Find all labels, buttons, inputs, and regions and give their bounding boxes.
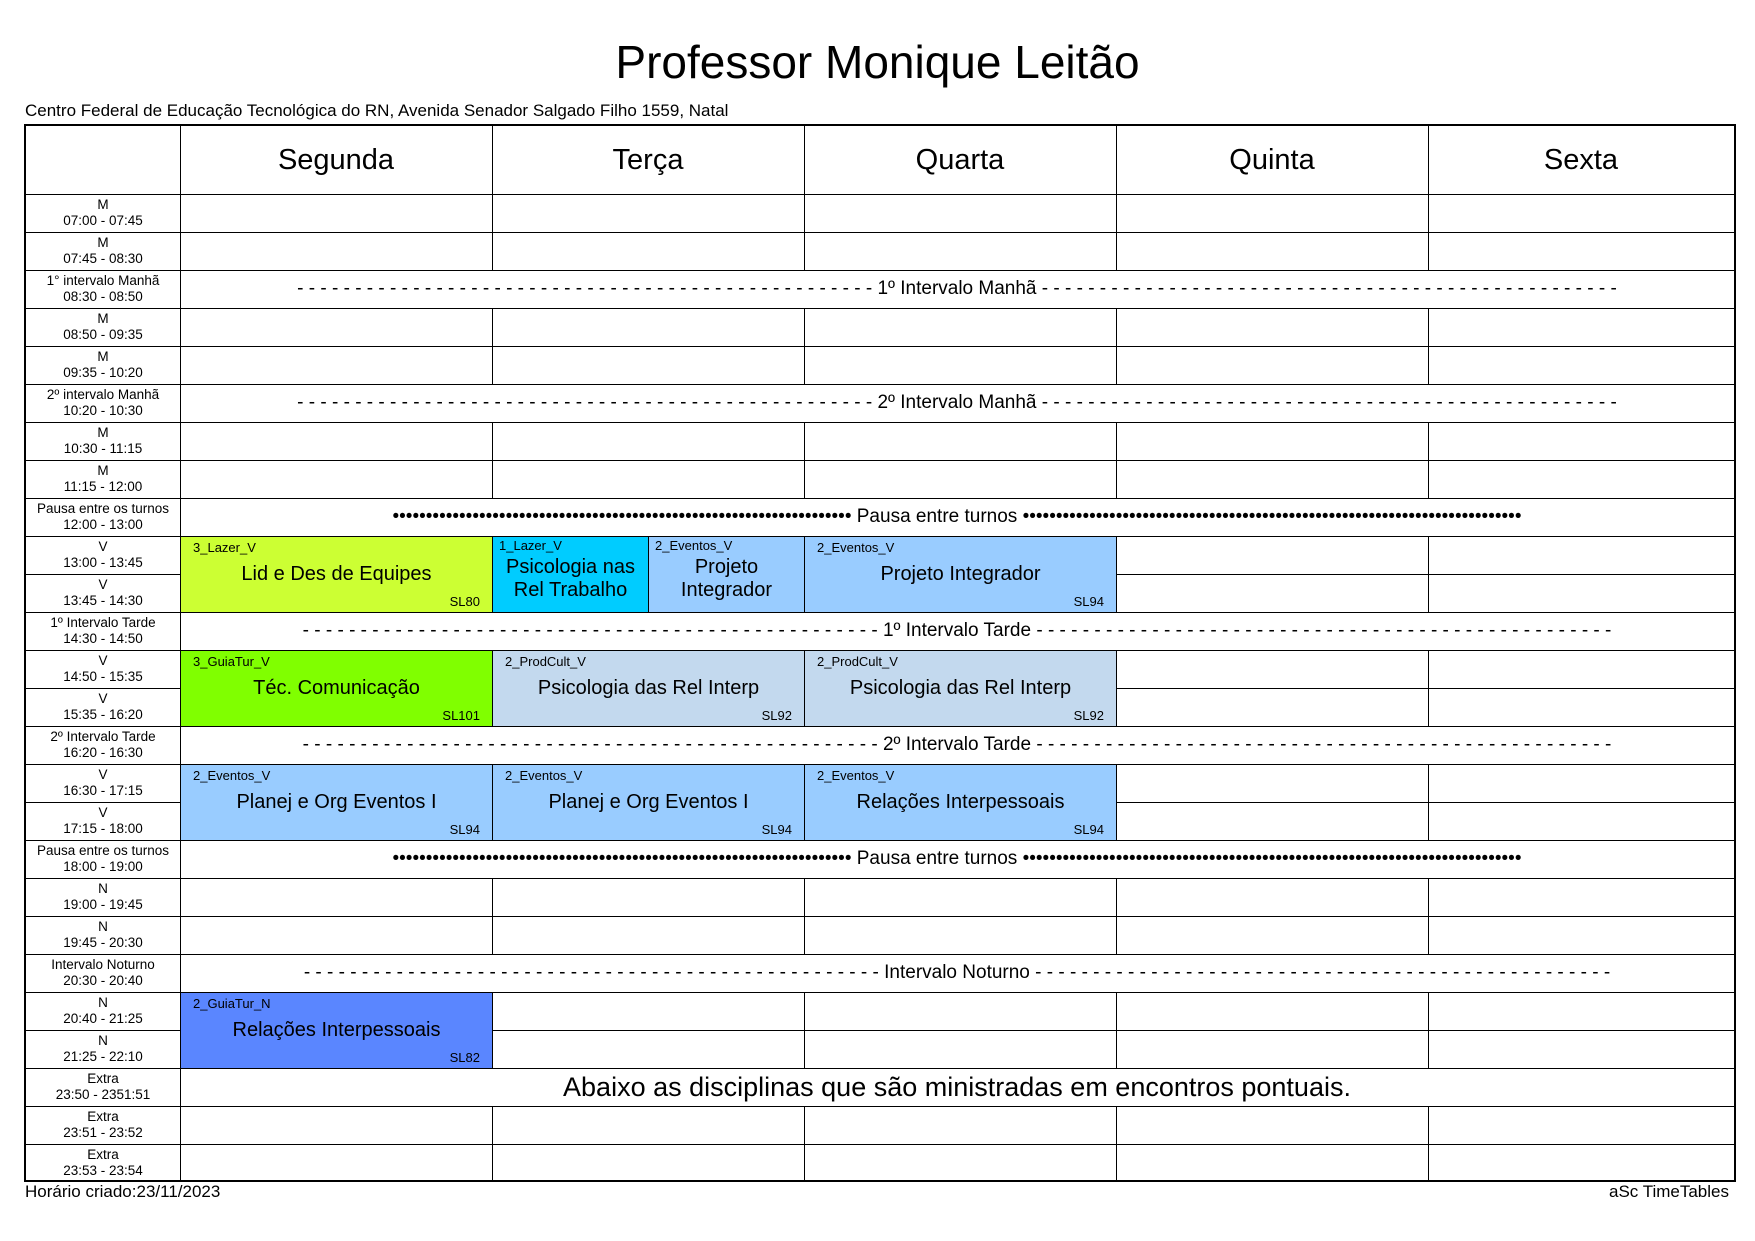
period-name: M <box>97 349 109 364</box>
row-divider <box>1428 916 1734 917</box>
row-divider <box>492 346 804 347</box>
row-divider <box>804 1144 1116 1145</box>
lesson-class-group: 2_ProdCult_V <box>817 654 898 669</box>
period-name: V <box>98 577 108 592</box>
row-divider <box>1428 1144 1734 1145</box>
lesson-room: SL80 <box>449 594 480 609</box>
column-divider <box>1116 308 1117 346</box>
row-divider <box>804 422 1116 423</box>
lesson-card <box>492 650 805 727</box>
row-divider <box>804 232 1116 233</box>
period-label <box>26 840 180 878</box>
column-divider <box>1428 422 1429 460</box>
row-divider <box>180 916 492 917</box>
row-divider <box>492 1144 804 1145</box>
period-time: 19:45 - 20:30 <box>63 935 143 950</box>
period-time: 08:50 - 09:35 <box>63 327 143 342</box>
row-divider <box>1428 536 1734 537</box>
column-divider <box>1428 1030 1429 1068</box>
period-label <box>26 916 180 954</box>
column-divider <box>1116 992 1117 1030</box>
period-time: 09:35 - 10:20 <box>63 365 143 380</box>
row-divider <box>1116 574 1428 575</box>
period-label <box>26 270 180 308</box>
column-divider <box>1116 422 1117 460</box>
column-divider <box>1428 308 1429 346</box>
column-divider <box>1428 650 1429 688</box>
period-name: M <box>97 197 109 212</box>
row-divider <box>1116 802 1428 803</box>
lesson-class-group: 2_Eventos_V <box>817 768 895 783</box>
day-header: Sexta <box>1543 143 1619 176</box>
column-divider <box>804 422 805 460</box>
period-time: 14:30 - 14:50 <box>63 631 143 646</box>
column-divider <box>492 1106 493 1144</box>
day-header: Quinta <box>1229 143 1315 176</box>
break-row: - - - - - - - - - - - - - - - - - - - - - - - - - - - - - - - - - - - - - - - - - - - - - - - - - - 2º Intervalo Manhã - - - - - - - - - - - - - - - - - - - - - - - - - - - - - - - - - - - - - - - - - - - - - - - - - - <box>297 392 1617 413</box>
period-name: V <box>98 653 108 668</box>
row-divider <box>1116 1106 1428 1107</box>
column-divider <box>1428 802 1429 840</box>
row-divider <box>1116 1144 1428 1145</box>
row-divider <box>1428 764 1734 765</box>
column-divider <box>804 992 805 1030</box>
lesson-class-group: 3_Lazer_V <box>193 540 256 555</box>
day-header: Segunda <box>277 143 395 176</box>
lesson-subject: Relações Interpessoais <box>232 1019 441 1041</box>
column-divider <box>492 916 493 954</box>
period-name: Pausa entre os turnos <box>36 843 170 858</box>
period-label <box>26 1068 180 1106</box>
lesson-class-group: 2_ProdCult_V <box>505 654 586 669</box>
period-name: M <box>97 425 109 440</box>
period-label <box>26 346 180 384</box>
row-divider <box>1428 574 1734 575</box>
column-divider <box>1116 460 1117 498</box>
lesson-room: SL94 <box>449 822 480 837</box>
row-divider <box>180 460 492 461</box>
period-time: 16:30 - 17:15 <box>63 783 143 798</box>
row-divider <box>1116 688 1428 689</box>
lesson-card <box>492 764 805 841</box>
column-divider <box>1428 232 1429 270</box>
break-row: - - - - - - - - - - - - - - - - - - - - - - - - - - - - - - - - - - - - - - - - - - - - - - - - - - Intervalo Noturno - - - - - - - - - - - - - - - - - - - - - - - - - - - - - - - - - - - - - - - - - - - - - - - - - - <box>303 962 1611 983</box>
column-divider <box>1116 1144 1117 1182</box>
column-divider <box>1428 1144 1429 1182</box>
lesson-card <box>180 536 493 613</box>
period-time: 23:50 - 2351:51 <box>55 1087 151 1102</box>
break-row: ••••••••••••••••••••••••••••••••••••••••••••••••••••••••••••••••••••• Pausa entre turnos ••••••••••••••••••••••••••••••••••••••••••••••••••••••••••••••••••••••••••• <box>392 848 1522 869</box>
period-label <box>26 802 180 840</box>
row-divider <box>180 878 492 879</box>
row-divider <box>1116 346 1428 347</box>
row-divider <box>804 308 1116 309</box>
period-time: 23:51 - 23:52 <box>63 1125 143 1140</box>
column-divider <box>492 422 493 460</box>
column-divider <box>804 460 805 498</box>
lesson-class-group: 3_GuiaTur_V <box>193 654 270 669</box>
period-name: V <box>98 539 108 554</box>
row-divider <box>492 460 804 461</box>
lesson-subject: Psicologia das Rel Interp <box>537 677 760 699</box>
period-time: 21:25 - 22:10 <box>63 1049 143 1064</box>
row-divider <box>1116 650 1428 651</box>
lesson-card <box>180 650 493 727</box>
row-divider <box>804 1106 1116 1107</box>
period-time: 18:00 - 19:00 <box>63 859 143 874</box>
row-divider <box>804 1030 1116 1031</box>
row-divider <box>804 460 1116 461</box>
period-time: 14:50 - 15:35 <box>63 669 143 684</box>
software-credit: aSc TimeTables <box>1609 1182 1729 1201</box>
row-divider <box>180 422 492 423</box>
period-label <box>26 536 180 574</box>
period-time: 20:30 - 20:40 <box>63 973 143 988</box>
day-header: Terça <box>612 143 684 176</box>
row-divider <box>1428 1106 1734 1107</box>
column-divider <box>1428 688 1429 726</box>
column-divider <box>1428 764 1429 802</box>
column-divider <box>492 232 493 270</box>
period-name: N <box>98 919 108 934</box>
period-label <box>26 726 180 764</box>
column-divider <box>1428 460 1429 498</box>
lesson-card <box>180 992 493 1069</box>
row-divider <box>492 1030 804 1031</box>
column-divider <box>1116 1030 1117 1068</box>
row-divider <box>1116 878 1428 879</box>
period-label <box>26 612 180 650</box>
period-time: 16:20 - 16:30 <box>63 745 143 760</box>
period-name: N <box>98 995 108 1010</box>
lesson-room: SL92 <box>761 708 792 723</box>
period-name: V <box>98 691 108 706</box>
column-divider <box>804 232 805 270</box>
column-divider <box>1116 916 1117 954</box>
lesson-subject: Psicologia das Rel Interp <box>849 677 1072 699</box>
row-divider <box>1116 460 1428 461</box>
period-name: N <box>98 1033 108 1048</box>
period-name: Intervalo Noturno <box>51 957 155 972</box>
period-name: Pausa entre os turnos <box>36 501 170 516</box>
lesson-subject: Planej e Org Eventos I <box>236 791 437 813</box>
row-divider <box>180 346 492 347</box>
period-label <box>26 954 180 992</box>
period-label <box>26 232 180 270</box>
row-divider <box>492 1106 804 1107</box>
lesson-card <box>180 764 493 841</box>
column-divider <box>492 346 493 384</box>
row-divider <box>1428 650 1734 651</box>
column-divider <box>1428 878 1429 916</box>
column-divider <box>492 194 493 232</box>
period-name: Extra <box>87 1109 119 1124</box>
lesson-subject: Projeto Integrador <box>680 555 773 601</box>
period-time: 12:00 - 13:00 <box>63 517 143 532</box>
lesson-subject: Relações Interpessoais <box>856 791 1065 813</box>
row-divider <box>180 1144 492 1145</box>
period-name: Extra <box>87 1147 119 1162</box>
row-divider <box>180 232 492 233</box>
row-divider <box>180 308 492 309</box>
period-name: Extra <box>87 1071 119 1086</box>
row-divider <box>492 422 804 423</box>
column-divider <box>804 194 805 232</box>
column-divider <box>1428 992 1429 1030</box>
row-divider <box>1116 232 1428 233</box>
lesson-class-group: 2_Eventos_V <box>193 768 271 783</box>
school-address: Centro Federal de Educação Tecnológica do RN, Avenida Senador Salgado Filho 1559, Natal <box>25 101 729 120</box>
row-divider <box>1428 878 1734 879</box>
period-name: 1º Intervalo Tarde <box>50 615 156 630</box>
period-label <box>26 688 180 726</box>
column-divider <box>492 878 493 916</box>
column-divider <box>492 1144 493 1182</box>
period-name: M <box>97 311 109 326</box>
column-divider <box>1428 346 1429 384</box>
lesson-card <box>804 536 1117 613</box>
column-divider <box>1116 232 1117 270</box>
column-divider <box>492 308 493 346</box>
row-divider <box>1116 1030 1428 1031</box>
period-time: 17:15 - 18:00 <box>63 821 143 836</box>
period-time: 11:15 - 12:00 <box>63 479 143 494</box>
period-label <box>26 460 180 498</box>
lesson-subject: Lid e Des de Equipes <box>241 563 432 585</box>
row-divider <box>1428 346 1734 347</box>
period-label <box>26 1030 180 1068</box>
row-divider <box>1116 536 1428 537</box>
column-divider <box>804 1144 805 1182</box>
period-time: 07:00 - 07:45 <box>63 213 143 228</box>
period-name: 2º Intervalo Tarde <box>50 729 156 744</box>
lesson-class-group: 2_Eventos_V <box>505 768 583 783</box>
period-label <box>26 878 180 916</box>
period-name: 1° intervalo Manhã <box>46 273 160 288</box>
break-row: - - - - - - - - - - - - - - - - - - - - - - - - - - - - - - - - - - - - - - - - - - - - - - - - - - 2º Intervalo Tarde - - - - - - - - - - - - - - - - - - - - - - - - - - - - - - - - - - - - - - - - - - - - - - - - - - <box>302 734 1612 755</box>
column-divider <box>804 346 805 384</box>
row-divider <box>492 308 804 309</box>
period-time: 13:00 - 13:45 <box>63 555 143 570</box>
period-time: 15:35 - 16:20 <box>63 707 143 722</box>
break-row: - - - - - - - - - - - - - - - - - - - - - - - - - - - - - - - - - - - - - - - - - - - - - - - - - - 1º Intervalo Manhã - - - - - - - - - - - - - - - - - - - - - - - - - - - - - - - - - - - - - - - - - - - - - - - - - - <box>297 278 1617 299</box>
period-name: N <box>98 881 108 896</box>
row-divider <box>492 232 804 233</box>
lesson-class-group: 2_GuiaTur_N <box>193 996 271 1011</box>
column-divider <box>1116 346 1117 384</box>
period-time: 10:20 - 10:30 <box>63 403 143 418</box>
row-divider <box>1428 688 1734 689</box>
column-divider <box>804 1030 805 1068</box>
extra-notice: Abaixo as disciplinas que são ministradas em encontros pontuais. <box>563 1071 1351 1102</box>
column-divider <box>804 308 805 346</box>
row-divider <box>1428 308 1734 309</box>
created-date: Horário criado:23/11/2023 <box>25 1182 221 1201</box>
lesson-subject: Planej e Org Eventos I <box>548 791 749 813</box>
row-divider <box>492 878 804 879</box>
period-time: 10:30 - 11:15 <box>63 441 143 456</box>
row-divider <box>180 1106 492 1107</box>
row-divider <box>804 878 1116 879</box>
row-divider <box>1116 422 1428 423</box>
row-divider <box>1116 992 1428 993</box>
period-label <box>26 574 180 612</box>
period-name: M <box>97 463 109 478</box>
row-divider <box>1428 460 1734 461</box>
column-divider <box>1428 1106 1429 1144</box>
lesson-room: SL94 <box>761 822 792 837</box>
column-divider <box>492 460 493 498</box>
column-divider <box>1428 536 1429 574</box>
lesson-class-group: 2_Eventos_V <box>817 540 895 555</box>
period-time: 19:00 - 19:45 <box>63 897 143 912</box>
row-divider <box>1116 308 1428 309</box>
period-label <box>26 650 180 688</box>
lesson-room: SL94 <box>1073 822 1104 837</box>
row-divider <box>492 992 804 993</box>
column-divider <box>1116 1106 1117 1144</box>
period-name: 2º intervalo Manhã <box>46 387 160 402</box>
lesson-room: SL82 <box>449 1050 480 1065</box>
row-divider <box>492 916 804 917</box>
row-divider <box>1116 764 1428 765</box>
period-time: 13:45 - 14:30 <box>63 593 143 608</box>
lesson-class-group: 1_Lazer_V <box>499 538 562 553</box>
period-time: 07:45 - 08:30 <box>63 251 143 266</box>
period-label <box>26 1106 180 1144</box>
period-time: 08:30 - 08:50 <box>63 289 143 304</box>
lesson-room: SL101 <box>442 708 480 723</box>
lesson-card <box>492 536 649 613</box>
lesson-class-group: 2_Eventos_V <box>655 538 733 553</box>
lesson-subject: Téc. Comunicação <box>253 677 420 699</box>
period-label <box>26 1144 180 1182</box>
row-divider <box>1428 1030 1734 1031</box>
period-label <box>26 194 180 232</box>
lesson-card <box>804 764 1117 841</box>
column-divider <box>804 878 805 916</box>
row-divider <box>804 992 1116 993</box>
period-label <box>26 764 180 802</box>
lesson-card <box>804 650 1117 727</box>
period-name: V <box>98 767 108 782</box>
row-divider <box>1116 916 1428 917</box>
lesson-room: SL92 <box>1073 708 1104 723</box>
lesson-card <box>648 536 805 613</box>
column-divider <box>1428 194 1429 232</box>
break-row: - - - - - - - - - - - - - - - - - - - - - - - - - - - - - - - - - - - - - - - - - - - - - - - - - - 1º Intervalo Tarde - - - - - - - - - - - - - - - - - - - - - - - - - - - - - - - - - - - - - - - - - - - - - - - - - - <box>302 620 1612 641</box>
day-header: Quarta <box>915 143 1005 176</box>
row-divider <box>1428 232 1734 233</box>
column-divider <box>1428 916 1429 954</box>
row-divider <box>1428 992 1734 993</box>
column-divider <box>804 916 805 954</box>
period-label <box>26 992 180 1030</box>
period-time: 23:53 - 23:54 <box>63 1163 143 1178</box>
column-divider <box>1116 194 1117 232</box>
row-divider <box>1428 422 1734 423</box>
period-label <box>26 422 180 460</box>
row-divider <box>1428 802 1734 803</box>
lesson-subject: Projeto Integrador <box>880 563 1041 585</box>
row-divider <box>804 346 1116 347</box>
period-time: 20:40 - 21:25 <box>63 1011 143 1026</box>
period-label <box>26 308 180 346</box>
column-divider <box>1116 878 1117 916</box>
timetable-grid <box>24 124 1736 1182</box>
break-row: ••••••••••••••••••••••••••••••••••••••••••••••••••••••••••••••••••••• Pausa entre turnos ••••••••••••••••••••••••••••••••••••••••••••••••••••••••••••••••••••••••••• <box>392 506 1522 527</box>
column-divider <box>1428 574 1429 612</box>
period-name: M <box>97 235 109 250</box>
period-name: V <box>98 805 108 820</box>
period-label <box>26 384 180 422</box>
header-divider <box>26 194 1734 195</box>
column-divider <box>804 1106 805 1144</box>
row-divider <box>804 916 1116 917</box>
page-title: Professor Monique Leitão <box>615 36 1140 88</box>
lesson-subject: Psicologia nas Rel Trabalho <box>506 555 635 601</box>
lesson-room: SL94 <box>1073 594 1104 609</box>
period-label <box>26 498 180 536</box>
